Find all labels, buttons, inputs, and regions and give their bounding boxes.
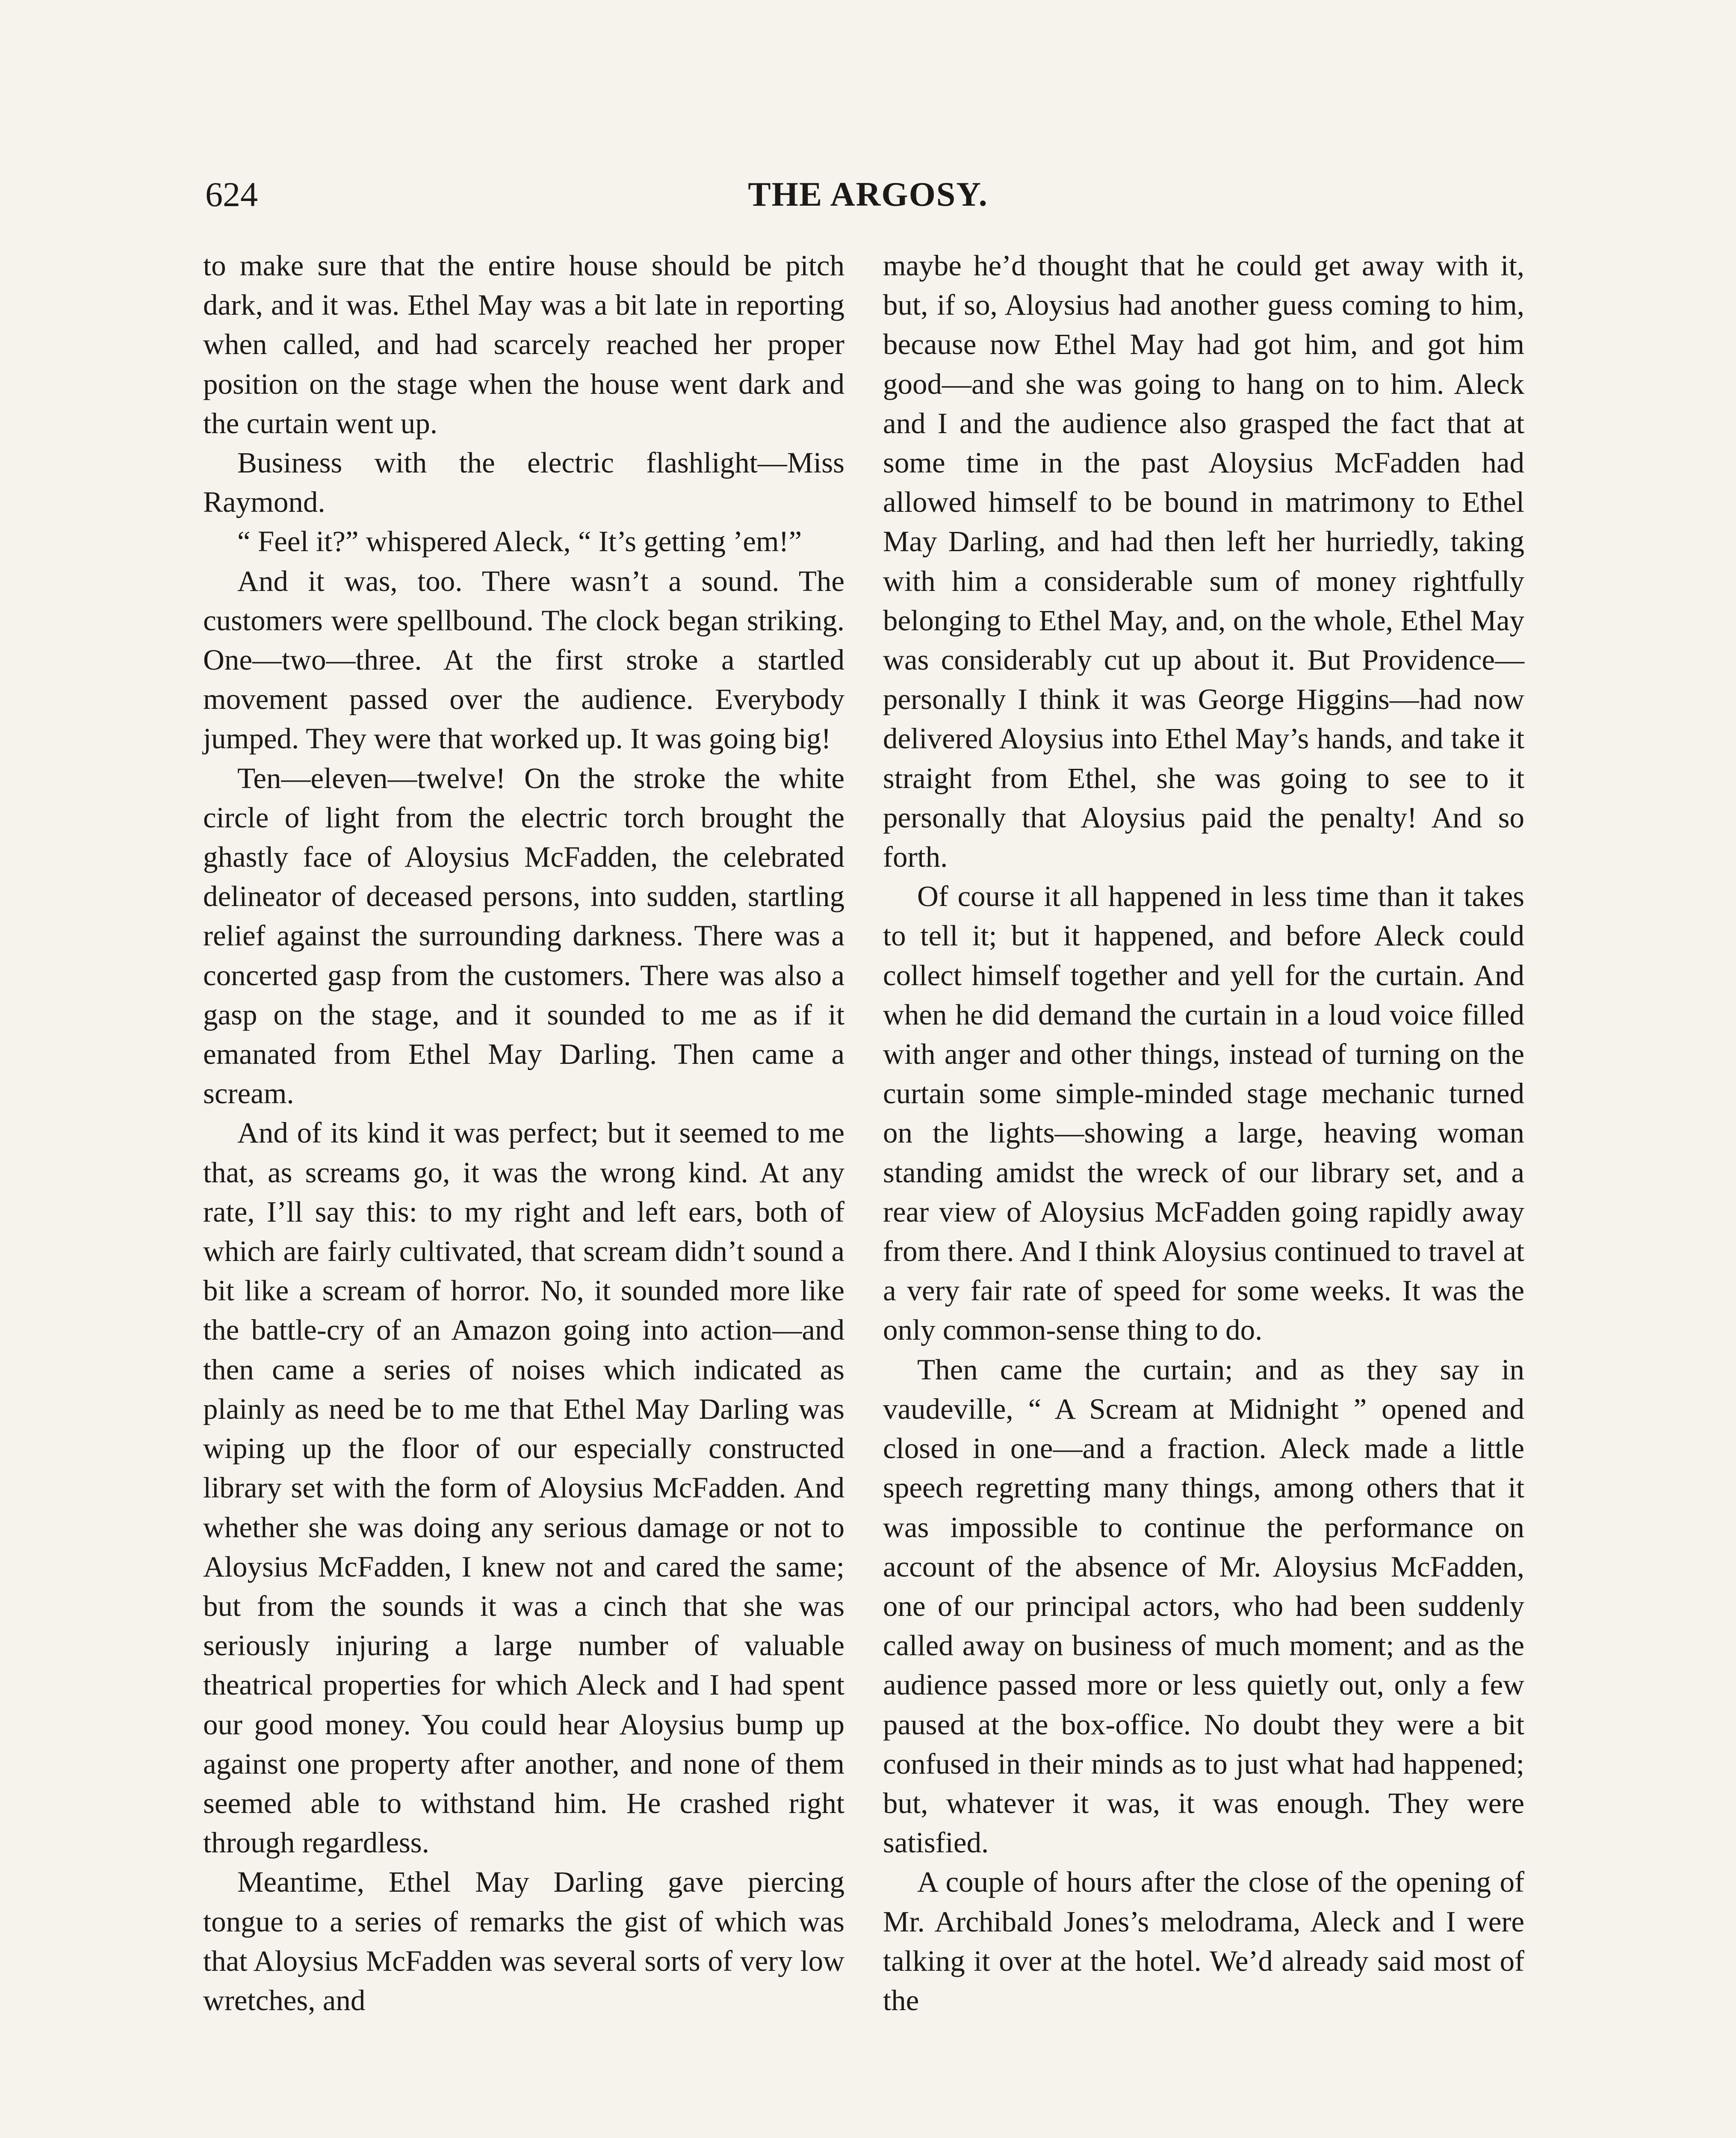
- paragraph: A couple of hours after the close of the opening of Mr. Archibald Jones’s melodrama, Aleck and I were talking it over at the hotel. We’d already said most of the: [883, 1866, 1524, 2017]
- paragraph: Business with the electric flashlight—Miss Raymond.: [203, 446, 844, 519]
- paragraph: Of course it all happened in less time than it takes to tell it; but it happened, and before Aleck could collect himself together and yell for the curtain. And when he did demand the curtain in a loud voice filled with anger and other things, instead of turning on the curtain some simple-minded stage mechanic turned on the lights—showing a large, heaving woman standing amidst the wreck of our library set, and a rear view of Aloysius McFadden going rapidly away from there. And I think Aloysius continued to travel at a very fair rate of speed for some weeks. It was the only common-sense thing to do.: [883, 880, 1524, 1347]
- paragraph: “ Feel it?” whispered Aleck, “ It’s getting ’em!”: [237, 525, 802, 558]
- paragraph: maybe he’d thought that he could get away with it, but, if so, Aloysius had another guess coming to him, because now Ethel May had got him, and got him good—and she was going to hang on to him. Aleck and I and the audience also grasped the fact that at some time in the past Aloysius McFadden had allowed himself to be bound in matrimony to Ethel May Darling, and had then left her hurriedly, taking with him a considerable sum of money rightfully belonging to Ethel May, and, on the whole, Ethel May was considerably cut up about it. But Providence—personally I think it was George Higgins—had now delivered Aloysius into Ethel May’s hands, and take it straight from Ethel, she was going to see to it personally that Aloysius paid the penalty! And so forth.: [883, 249, 1524, 874]
- page-header: [205, 173, 1531, 224]
- left-column: [203, 246, 844, 2020]
- paragraph: to make sure that the entire house should be pitch dark, and it was. Ethel May was a bit late in reporting when called, and had scarcely reached her proper position on the stage when the house went dark and the curtain went up.: [203, 249, 844, 440]
- page-number: 624: [205, 175, 258, 214]
- paragraph: Then came the curtain; and as they say in vaudeville, “ A Scream at Midnight ” opened and closed in one—and a fraction. Aleck made a little speech regretting many things, among others that it was impossible to continue the performance on account of the absence of Mr. Aloysius McFadden, one of our principal actors, who had been suddenly called away on business of much moment; and as the audience passed more or less quietly out, only a few paused at the box-office. No doubt they were a bit confused in their minds as to just what had happened; but, whatever it was, it was enough. They were satisfied.: [883, 1353, 1524, 1859]
- paragraph: Meantime, Ethel May Darling gave piercing tongue to a series of remarks the gist of which was that Aloysius McFadden was several sorts of very low wretches, and: [203, 1866, 844, 2017]
- paragraph: And of its kind it was perfect; but it seemed to me that, as screams go, it was the wrong kind. At any rate, I’ll say this: to my right and left ears, both of which are fairly cultivated, that scream didn’t sound a bit like a scream of horror. No, it sounded more like the battle-cry of an Amazon going into action—and then came a series of noises which indicated as plainly as need be to me that Ethel May Darling was wiping up the floor of our especially constructed library set with the form of Aloysius McFadden. And whether she was doing any serious damage or not to Aloysius McFadden, I knew not and cared the same; but from the sounds it was a cinch that she was seriously injuring a large number of valuable theatrical properties for which Aleck and I had spent our good money. You could hear Aloysius bump up against one property after another, and none of them seemed able to withstand him. He crashed right through regardless.: [203, 1116, 844, 1859]
- paragraph: Ten—eleven—twelve! On the stroke the white circle of light from the electric torch brought the ghastly face of Aloysius McFadden, the celebrated delineator of deceased persons, into sudden, startling relief against the surrounding darkness. There was a concerted gasp from the customers. There was also a gasp on the stage, and it sounded to me as if it emanated from Ethel May Darling. Then came a scream.: [203, 762, 844, 1110]
- right-column: [883, 246, 1524, 2020]
- running-title: THE ARGOSY.: [748, 176, 988, 213]
- paragraph: And it was, too. There wasn’t a sound. The customers were spellbound. The clock began striking. One—two—three. At the first stroke a startled movement passed over the audience. Everybody jumped. They were that worked up. It was going big!: [203, 564, 844, 755]
